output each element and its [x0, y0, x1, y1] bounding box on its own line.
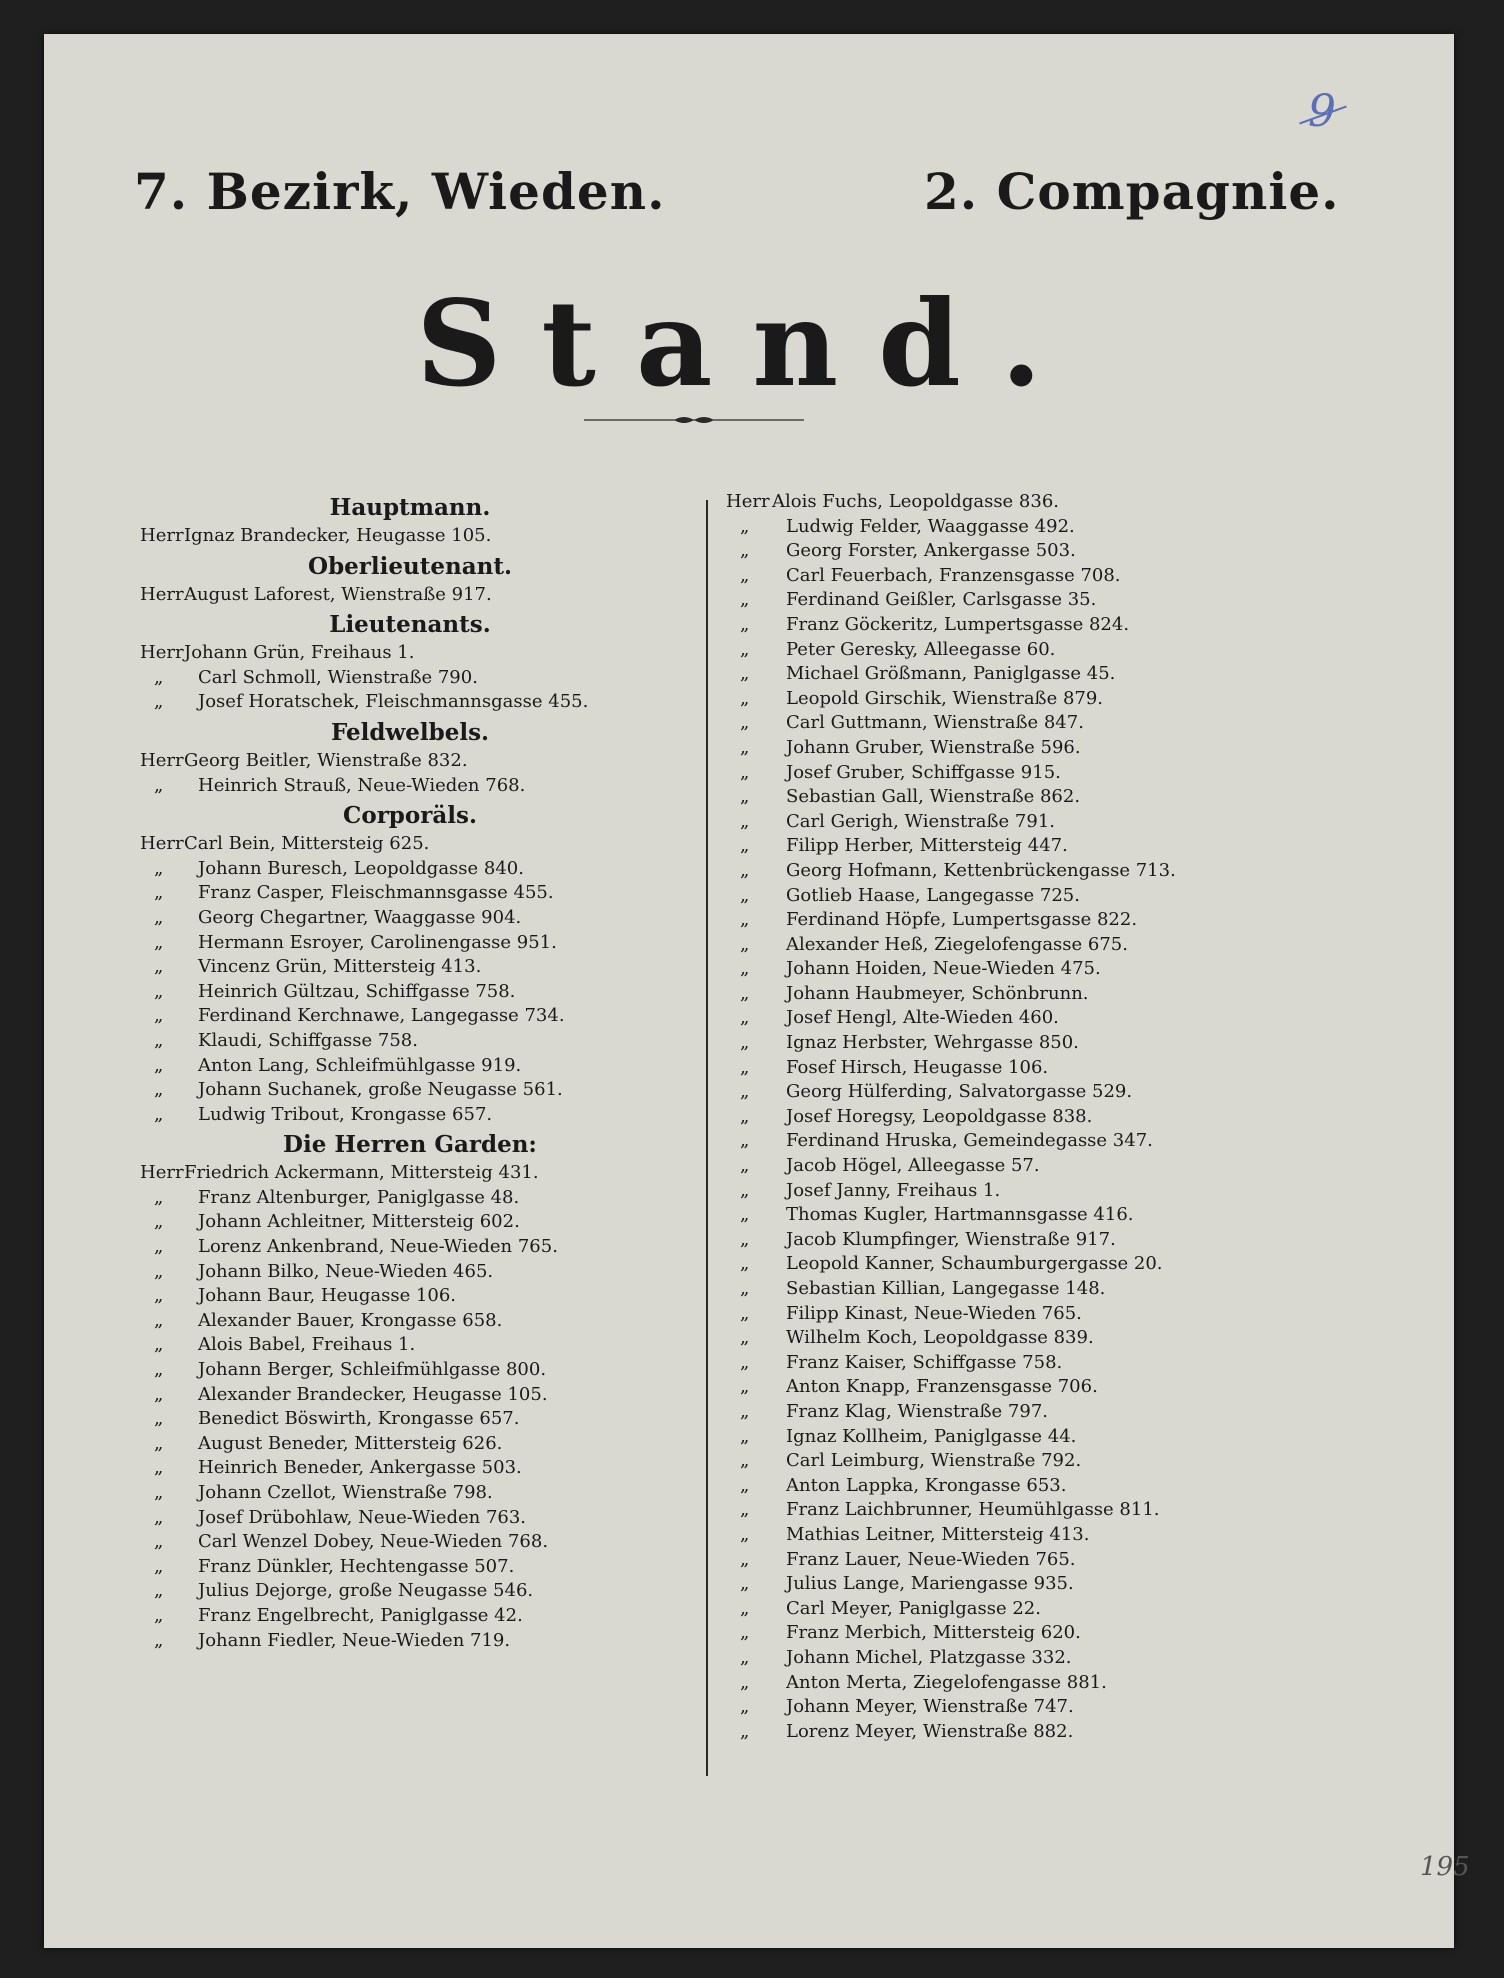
- entry-prefix: „: [740, 1720, 750, 1742]
- entry-prefix: „: [154, 1054, 164, 1076]
- list-item: [726, 1326, 1366, 1351]
- entry-text: Johann Gruber, Wienstraße 596.: [786, 736, 1081, 758]
- list-item: [140, 1103, 680, 1128]
- entry-prefix: „: [154, 1334, 164, 1356]
- entry-prefix: „: [154, 1236, 164, 1258]
- entry-prefix: „: [740, 1646, 750, 1668]
- entry-text: Friedrich Ackermann, Mittersteig 431.: [184, 1162, 539, 1184]
- list-item: [140, 832, 680, 857]
- entry-prefix: „: [740, 736, 750, 758]
- entry-text: Johann Meyer, Wienstraße 747.: [786, 1696, 1074, 1718]
- list-item: [726, 1252, 1366, 1277]
- list-item: [140, 881, 680, 906]
- list-item: [140, 1284, 680, 1309]
- entry-text: Michael Größmann, Paniglgasse 45.: [786, 663, 1116, 685]
- list-item: [726, 1006, 1366, 1031]
- entry-prefix: „: [154, 1260, 164, 1282]
- entry-prefix: „: [740, 1179, 750, 1201]
- list-item: [726, 1302, 1366, 1327]
- entry-prefix: „: [740, 1081, 750, 1103]
- entry-text: Julius Lange, Mariengasse 935.: [786, 1573, 1074, 1595]
- entry-prefix: „: [740, 1351, 750, 1373]
- entry-text: Johann Grün, Freihaus 1.: [184, 642, 415, 664]
- list-item: [726, 638, 1366, 663]
- entry-prefix: „: [154, 1079, 164, 1101]
- entry-text: Ignaz Brandecker, Heugasse 105.: [184, 525, 492, 546]
- list-item: [140, 1407, 680, 1432]
- entry-prefix: „: [154, 1604, 164, 1626]
- entry-text: Lorenz Ankenbrand, Neue-Wieden 765.: [198, 1236, 558, 1258]
- entry-text: Vincenz Grün, Mittersteig 413.: [198, 956, 482, 978]
- list-item: [140, 1078, 680, 1103]
- entry-text: Mathias Leitner, Mittersteig 413.: [786, 1523, 1090, 1545]
- section-heading: Feldwelbels.: [330, 718, 490, 746]
- list-item: [726, 1671, 1366, 1696]
- entry-text: Franz Klag, Wienstraße 797.: [786, 1400, 1048, 1422]
- entry-text: Johann Bilko, Neue-Wieden 465.: [198, 1260, 494, 1282]
- entry-prefix: „: [154, 1309, 164, 1331]
- entry-text: Franz Lauer, Neue-Wieden 765.: [786, 1548, 1076, 1570]
- entry-text: Georg Chegartner, Waaggasse 904.: [198, 906, 522, 928]
- list-item: [726, 515, 1366, 540]
- entry-text: Sebastian Gall, Wienstraße 862.: [786, 786, 1081, 808]
- entry-text: Julius Dejorge, große Neugasse 546.: [198, 1580, 534, 1602]
- entry-text: Carl Wenzel Dobey, Neue-Wieden 768.: [198, 1531, 549, 1553]
- list-item: [140, 690, 680, 715]
- list-item: [140, 857, 680, 882]
- entry-text: Alexander Brandecker, Heugasse 105.: [198, 1383, 548, 1405]
- entry-text: Anton Lang, Schleifmühlgasse 919.: [198, 1054, 522, 1076]
- entry-prefix: „: [740, 663, 750, 685]
- entry-prefix: Herr: [140, 1162, 184, 1184]
- list-item: [726, 957, 1366, 982]
- right-column: [726, 490, 1366, 1744]
- entry-text: Franz Casper, Fleischmannsgasse 455.: [198, 882, 554, 904]
- entry-text: Filipp Herber, Mittersteig 447.: [786, 835, 1068, 857]
- list-item: [726, 1498, 1366, 1523]
- list-item: [726, 1523, 1366, 1548]
- entry-prefix: „: [740, 1056, 750, 1078]
- entry-text: Josef Hengl, Alte-Wieden 460.: [786, 1007, 1059, 1029]
- entry-text: Alexander Bauer, Krongasse 658.: [198, 1309, 503, 1331]
- entry-prefix: „: [154, 1506, 164, 1528]
- entry-prefix: Herr: [140, 525, 184, 546]
- list-item: [726, 1228, 1366, 1253]
- entry-text: Carl Leimburg, Wienstraße 792.: [786, 1450, 1082, 1472]
- list-item: [140, 1530, 680, 1555]
- entry-text: Ludwig Felder, Waaggasse 492.: [786, 515, 1075, 537]
- entry-text: Lorenz Meyer, Wienstraße 882.: [786, 1720, 1074, 1742]
- page-number: 195: [1420, 1852, 1470, 1882]
- entry-text: Wilhelm Koch, Leopoldgasse 839.: [786, 1327, 1094, 1349]
- list-item: [726, 761, 1366, 786]
- entry-prefix: „: [154, 1482, 164, 1503]
- entry-prefix: „: [740, 1573, 750, 1595]
- entry-text: Franz Engelbrecht, Paniglgasse 42.: [198, 1604, 523, 1626]
- entry-text: Jacob Klumpfinger, Wienstraße 917.: [786, 1228, 1116, 1250]
- left-column: [140, 490, 680, 1653]
- entry-prefix: „: [740, 1302, 750, 1324]
- list-item: [726, 711, 1366, 736]
- list-item: [726, 1474, 1366, 1499]
- list-item: [140, 1029, 680, 1054]
- list-item: [726, 1621, 1366, 1646]
- entry-text: Thomas Kugler, Hartmannsgasse 416.: [786, 1204, 1134, 1226]
- entry-text: Franz Laichbrunner, Heumühlgasse 811.: [786, 1499, 1160, 1521]
- list-item: [140, 1456, 680, 1481]
- entry-text: Johann Haubmeyer, Schönbrunn.: [786, 982, 1089, 1004]
- entry-text: Leopold Girschik, Wienstraße 879.: [786, 687, 1104, 709]
- entry-prefix: „: [154, 882, 164, 904]
- entry-text: Benedict Böswirth, Krongasse 657.: [198, 1408, 520, 1430]
- entry-text: August Laforest, Wienstraße 917.: [184, 583, 492, 605]
- list-item: [140, 1004, 680, 1029]
- entry-prefix: „: [740, 589, 750, 611]
- entry-text: Hermann Esroyer, Carolinengasse 951.: [198, 931, 557, 953]
- entry-text: Josef Drübohlaw, Neue-Wieden 763.: [198, 1506, 527, 1528]
- entry-text: Georg Beitler, Wienstraße 832.: [184, 749, 468, 771]
- entry-text: Ignaz Herbster, Wehrgasse 850.: [786, 1032, 1079, 1054]
- section-heading: Oberlieutenant.: [308, 552, 512, 580]
- list-item: [726, 1375, 1366, 1400]
- entry-text: Franz Dünkler, Hechtengasse 507.: [198, 1555, 515, 1577]
- entry-prefix: „: [154, 1580, 164, 1602]
- entry-prefix: „: [740, 1474, 750, 1496]
- list-item: [726, 1449, 1366, 1474]
- entry-prefix: „: [740, 1253, 750, 1275]
- entry-prefix: „: [154, 980, 164, 1002]
- entry-prefix: „: [740, 687, 750, 709]
- entry-text: Johann Michel, Platzgasse 332.: [786, 1646, 1072, 1668]
- list-item: [140, 931, 680, 956]
- entry-prefix: „: [154, 1531, 164, 1553]
- entry-prefix: „: [154, 1457, 164, 1479]
- list-item: [140, 1629, 680, 1654]
- entry-prefix: „: [740, 515, 750, 537]
- list-item: [726, 613, 1366, 638]
- list-item: [726, 908, 1366, 933]
- entry-prefix: „: [154, 956, 164, 978]
- entry-prefix: „: [740, 1007, 750, 1029]
- entry-text: Johann Baur, Heugasse 106.: [198, 1285, 457, 1307]
- entry-text: Josef Horegsy, Leopoldgasse 838.: [786, 1105, 1093, 1127]
- entry-prefix: „: [740, 1548, 750, 1570]
- entry-prefix: „: [740, 1376, 750, 1398]
- section-heading: Hauptmann.: [329, 494, 491, 521]
- entry-text: Gotlieb Haase, Langegasse 725.: [786, 884, 1080, 906]
- list-item: [140, 666, 680, 691]
- entry-text: Josef Janny, Freihaus 1.: [786, 1179, 1001, 1201]
- entry-prefix: „: [740, 613, 750, 635]
- entry-prefix: „: [740, 1327, 750, 1349]
- list-item: [140, 1210, 680, 1235]
- entry-prefix: „: [154, 774, 164, 796]
- entry-prefix: „: [740, 540, 750, 562]
- list-item: [140, 1186, 680, 1211]
- entry-text: Georg Hülferding, Salvatorgasse 529.: [786, 1081, 1133, 1103]
- list-item: [726, 834, 1366, 859]
- company-heading: 2. Compagnie.: [924, 162, 1340, 221]
- list-item: [726, 1720, 1366, 1745]
- entry-text: Fosef Hirsch, Heugasse 106.: [786, 1056, 1049, 1078]
- entry-prefix: Herr: [140, 833, 184, 855]
- entry-prefix: „: [154, 1408, 164, 1430]
- list-item: [140, 1054, 680, 1079]
- entry-text: Johann Buresch, Leopoldgasse 840.: [198, 857, 524, 879]
- entry-prefix: „: [154, 1103, 164, 1125]
- section-heading: Lieutenants.: [329, 611, 491, 639]
- list-item: [140, 1506, 680, 1531]
- entry-text: Anton Lappka, Krongasse 653.: [786, 1474, 1067, 1496]
- entry-prefix: „: [740, 909, 750, 931]
- entry-prefix: „: [740, 1278, 750, 1299]
- entry-prefix: „: [740, 958, 750, 980]
- entry-prefix: „: [154, 1186, 164, 1208]
- entry-text: Jacob Högel, Alleegasse 57.: [786, 1155, 1040, 1177]
- list-item: [726, 490, 1366, 515]
- entry-prefix: „: [740, 638, 750, 660]
- list-item: [140, 1555, 680, 1580]
- entry-text: Carl Bein, Mittersteig 625.: [184, 833, 430, 855]
- entry-prefix: „: [740, 564, 750, 586]
- ornament-divider-icon: [584, 414, 804, 426]
- entry-prefix: „: [740, 933, 750, 955]
- entry-text: Georg Hofmann, Kettenbrückengasse 713.: [786, 859, 1176, 881]
- entry-text: Alois Babel, Freihaus 1.: [198, 1334, 416, 1356]
- list-item: [726, 564, 1366, 589]
- entry-prefix: „: [740, 1032, 750, 1054]
- entry-text: Franz Merbich, Mittersteig 620.: [786, 1622, 1081, 1644]
- entry-prefix: „: [154, 857, 164, 879]
- list-item: [140, 980, 680, 1005]
- entry-text: Ferdinand Geißler, Carlsgasse 35.: [786, 589, 1097, 611]
- list-item: [726, 1548, 1366, 1573]
- list-item: [140, 1383, 680, 1408]
- entry-text: Josef Gruber, Schiffgasse 915.: [786, 761, 1061, 783]
- entry-prefix: „: [154, 1029, 164, 1051]
- entry-text: Alexander Heß, Ziegelofengasse 675.: [786, 933, 1128, 955]
- list-item: [140, 641, 680, 666]
- entry-prefix: „: [154, 1285, 164, 1307]
- entry-text: Peter Geresky, Alleegasse 60.: [786, 638, 1056, 660]
- page-title: Stand.: [416, 274, 1082, 413]
- list-item: [726, 687, 1366, 712]
- list-item: [140, 1161, 680, 1186]
- entry-text: Heinrich Beneder, Ankergasse 503.: [198, 1457, 522, 1479]
- entry-text: Heinrich Strauß, Neue-Wieden 768.: [198, 774, 526, 796]
- entry-text: Georg Forster, Ankergasse 503.: [786, 540, 1076, 562]
- list-item: [726, 1154, 1366, 1179]
- entry-prefix: „: [154, 1432, 164, 1454]
- list-item: [726, 1400, 1366, 1425]
- entry-text: Johann Fiedler, Neue-Wieden 719.: [198, 1629, 511, 1651]
- section-heading: Corporäls.: [343, 802, 477, 830]
- list-item: [140, 1481, 680, 1506]
- entry-prefix: „: [740, 1671, 750, 1693]
- list-item: [726, 1277, 1366, 1302]
- entry-text: Franz Kaiser, Schiffgasse 758.: [786, 1351, 1063, 1373]
- entry-prefix: „: [154, 906, 164, 928]
- entry-prefix: „: [154, 691, 164, 713]
- pencil-annotation: 9: [1308, 86, 1336, 137]
- list-item: [726, 1080, 1366, 1105]
- district-heading: 7. Bezirk, Wieden.: [134, 162, 666, 221]
- entry-prefix: „: [154, 931, 164, 953]
- entry-prefix: „: [154, 1629, 164, 1651]
- list-item: [140, 749, 680, 774]
- entry-text: Ludwig Tribout, Krongasse 657.: [198, 1103, 493, 1125]
- list-item: [726, 1056, 1366, 1081]
- entry-prefix: „: [154, 1005, 164, 1027]
- entry-text: Anton Knapp, Franzensgasse 706.: [786, 1376, 1098, 1398]
- entry-text: Leopold Kanner, Schaumburgergasse 20.: [786, 1253, 1163, 1275]
- entry-prefix: „: [740, 859, 750, 881]
- entry-text: Johann Achleitner, Mittersteig 602.: [198, 1211, 520, 1233]
- entry-prefix: „: [740, 1155, 750, 1177]
- entry-prefix: „: [154, 666, 164, 688]
- section-heading: Die Herren Garden:: [283, 1131, 537, 1159]
- list-item: [140, 1358, 680, 1383]
- entry-text: Carl Meyer, Paniglgasse 22.: [786, 1597, 1041, 1619]
- entry-prefix: Herr: [140, 642, 184, 664]
- entry-text: Alois Fuchs, Leopoldgasse 836.: [772, 491, 1060, 512]
- entry-text: Ferdinand Kerchnawe, Langegasse 734.: [198, 1005, 565, 1027]
- list-item: [140, 1333, 680, 1358]
- entry-text: Johann Berger, Schleifmühlgasse 800.: [198, 1359, 547, 1381]
- list-item: [726, 1129, 1366, 1154]
- entry-prefix: „: [740, 786, 750, 808]
- entry-prefix: Herr: [140, 749, 184, 771]
- list-item: [726, 1572, 1366, 1597]
- list-item: [140, 524, 680, 549]
- list-item: [726, 588, 1366, 613]
- list-item: [140, 955, 680, 980]
- list-item: [726, 736, 1366, 761]
- entry-text: Heinrich Gültzau, Schiffgasse 758.: [198, 980, 516, 1002]
- entry-prefix: „: [740, 1228, 750, 1250]
- entry-text: Johann Czellot, Wienstraße 798.: [198, 1482, 493, 1503]
- entry-prefix: Herr: [140, 583, 184, 605]
- entry-prefix: „: [740, 1105, 750, 1127]
- list-item: [726, 662, 1366, 687]
- entry-text: Carl Gerigh, Wienstraße 791.: [786, 810, 1056, 832]
- entry-prefix: „: [740, 1450, 750, 1472]
- entry-text: Filipp Kinast, Neue-Wieden 765.: [786, 1302, 1082, 1324]
- list-item: [140, 1604, 680, 1629]
- list-item: [726, 1351, 1366, 1376]
- list-item: [726, 785, 1366, 810]
- entry-prefix: „: [740, 1597, 750, 1619]
- list-item: [726, 1031, 1366, 1056]
- entry-prefix: „: [740, 982, 750, 1004]
- entry-prefix: „: [154, 1383, 164, 1405]
- entry-text: Klaudi, Schiffgasse 758.: [198, 1029, 418, 1051]
- entry-text: Carl Schmoll, Wienstraße 790.: [198, 666, 478, 688]
- entry-prefix: „: [154, 1555, 164, 1577]
- list-item: [726, 1597, 1366, 1622]
- list-item: [140, 1235, 680, 1260]
- list-item: [726, 539, 1366, 564]
- entry-prefix: „: [740, 835, 750, 857]
- entry-prefix: Herr: [726, 491, 770, 512]
- entry-text: Ignaz Kollheim, Paniglgasse 44.: [786, 1425, 1077, 1447]
- list-item: [140, 906, 680, 931]
- entry-prefix: „: [740, 1130, 750, 1152]
- entry-text: Carl Guttmann, Wienstraße 847.: [786, 712, 1084, 734]
- entry-prefix: „: [740, 1204, 750, 1226]
- list-item: [140, 1260, 680, 1285]
- list-item: [726, 1646, 1366, 1671]
- document-sheet: [44, 34, 1470, 1948]
- entry-prefix: „: [740, 1499, 750, 1521]
- entry-text: Sebastian Killian, Langegasse 148.: [786, 1278, 1106, 1299]
- column-divider: [706, 500, 708, 1776]
- entry-prefix: „: [740, 1622, 750, 1644]
- list-item: [726, 1425, 1366, 1450]
- entry-prefix: „: [154, 1359, 164, 1381]
- list-item: [726, 810, 1366, 835]
- list-item: [140, 774, 680, 799]
- list-item: [726, 1203, 1366, 1228]
- entry-prefix: „: [740, 1523, 750, 1545]
- entry-prefix: „: [740, 810, 750, 832]
- entry-text: Josef Horatschek, Fleischmannsgasse 455.: [198, 691, 589, 713]
- entry-prefix: „: [154, 1211, 164, 1233]
- entry-text: Anton Merta, Ziegelofengasse 881.: [786, 1671, 1107, 1693]
- list-item: [726, 1105, 1366, 1130]
- entry-text: August Beneder, Mittersteig 626.: [198, 1432, 503, 1454]
- entry-prefix: „: [740, 1425, 750, 1447]
- entry-prefix: „: [740, 1400, 750, 1422]
- list-item: [726, 982, 1366, 1007]
- entry-text: Johann Hoiden, Neue-Wieden 475.: [786, 958, 1101, 980]
- entry-text: Carl Feuerbach, Franzensgasse 708.: [786, 564, 1121, 586]
- entry-text: Ferdinand Hruska, Gemeindegasse 347.: [786, 1130, 1153, 1152]
- entry-text: Johann Suchanek, große Neugasse 561.: [198, 1079, 563, 1101]
- list-item: [140, 1579, 680, 1604]
- entry-text: Franz Göckeritz, Lumpertsgasse 824.: [786, 613, 1130, 635]
- list-item: [140, 1309, 680, 1334]
- list-item: [726, 859, 1366, 884]
- entry-text: Franz Altenburger, Paniglgasse 48.: [198, 1186, 520, 1208]
- entry-text: Ferdinand Höpfe, Lumpertsgasse 822.: [786, 909, 1138, 931]
- list-item: [726, 1179, 1366, 1204]
- list-item: [140, 1432, 680, 1457]
- entry-prefix: „: [740, 712, 750, 734]
- list-item: [140, 583, 680, 608]
- list-item: [726, 933, 1366, 958]
- list-item: [726, 884, 1366, 909]
- entry-prefix: „: [740, 1696, 750, 1718]
- entry-prefix: „: [740, 761, 750, 783]
- entry-prefix: „: [740, 884, 750, 906]
- list-item: [726, 1695, 1366, 1720]
